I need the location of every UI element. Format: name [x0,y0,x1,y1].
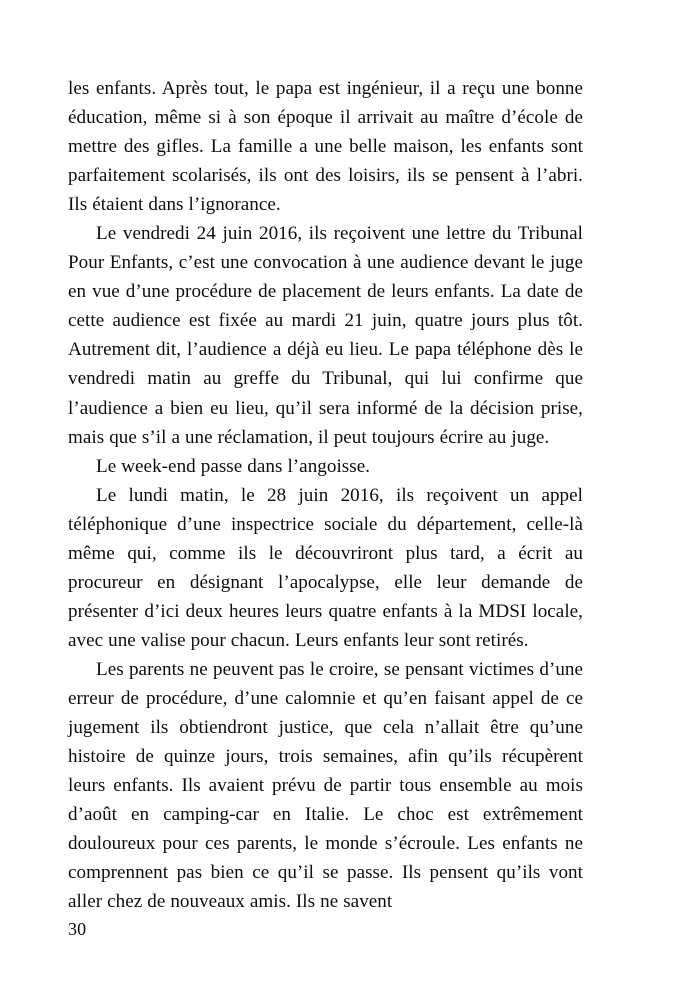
paragraph-vendredi-24-juin: Le vendredi 24 juin 2016, ils reçoivent une lettre du Tribunal Pour Enfants, c’est une convocation à une audience devant le juge en vue d’une procédure de placement de leurs enfants. La date de cette audience est fixée au mardi 21 juin, quatre jours plus tôt. Autrement dit, l’audience a déjà eu lieu. Le papa téléphone dès le vendredi matin au greffe du Tribunal, qui lui confirme que l’audience a bien eu lieu, qu’il sera informé de la décision prise, mais que s’il a une réclamation, il peut toujours écrire au juge. [68,223,583,448]
paragraph-les-parents: Les parents ne peuvent pas le croire, se pensant victimes d’une erreur de procédure, d’une calomnie et qu’en faisant appel de ce jugement ils obtiendront justice, que cela n’allait être qu’une histoire de quinze jours, trois semaines, afin qu’ils récupèrent leurs enfants. Ils avaient prévu de partir tous ensemble au mois d’août en camping-car en Italie. Le choc est extrêmement douloureux pour ces parents, le monde s’écroule. Les enfants ne comprennent pas bien ce qu’il se passe. Ils pensent qu’ils vont aller chez de nouveaux amis. Ils ne savent [68,658,583,913]
paragraph-continuation: les enfants. Après tout, le papa est ingénieur, il a reçu une bonne éducation, même si à son époque il arrivait au maître d’école de mettre des gifles. La famille a une belle maison, les enfants sont parfaitement scolarisés, ils ont des loisirs, ils se pensent à l’abri. Ils étaient dans l’ignorance. [68,78,583,216]
paragraph-lundi-28-juin: Le lundi matin, le 28 juin 2016, ils reçoivent un appel téléphonique d’une inspectrice sociale du département, celle-là même qui, comme ils le découvriront plus tard, a écrit au procureur en désignant l’apocalypse, elle leur demande de présenter d’ici deux heures leurs quatre enfants à la MDSI locale, avec une valise pour chacun. Leurs enfants leur sont retirés. [68,484,583,651]
paragraph-week-end: Le week-end passe dans l’angoisse. [96,455,371,477]
body-text-block [68,74,583,916]
page-number: 30 [68,919,87,939]
